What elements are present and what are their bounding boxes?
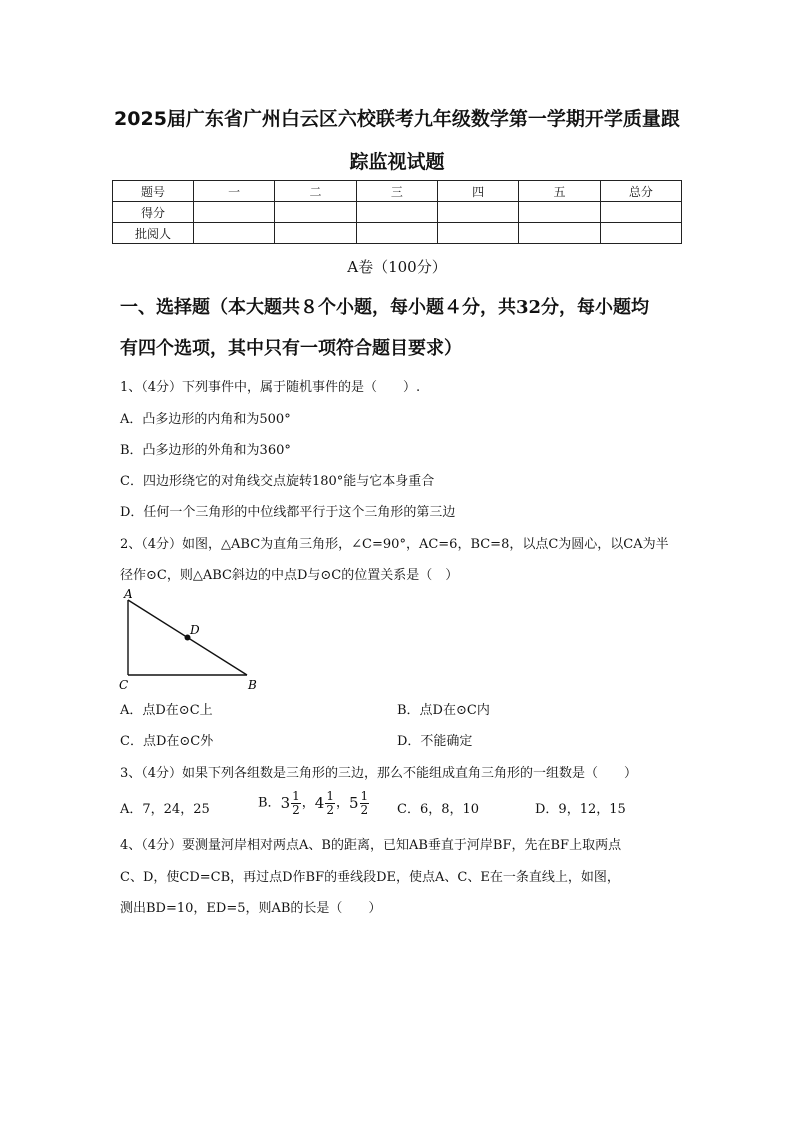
q2-stem-line-1: 2、（4分）如图，△ABC为直角三角形，∠C=90°，AC=6，BC=8，以点C为圆心，以CA为半	[120, 537, 669, 552]
label-a: A	[124, 587, 133, 601]
score-row-label: 得分	[113, 202, 194, 223]
score-header-cell: 总分	[600, 181, 681, 202]
exam-title-line-1: 2025届广东省广州白云区六校联考九年级数学第一学期开学质量跟	[114, 108, 680, 130]
score-header-cell: 二	[275, 181, 356, 202]
q3-option-c: C．6，8，10	[397, 802, 480, 817]
q3-option-b-label: B．	[258, 795, 281, 811]
score-cell[interactable]	[275, 202, 356, 223]
q1-stem: 1、（4分）下列事件中，属于随机事件的是（ ）.	[120, 380, 421, 395]
q1-option-b: B．凸多边形的外角和为360°	[120, 443, 291, 458]
score-cell[interactable]	[356, 202, 437, 223]
score-cell[interactable]	[356, 223, 437, 244]
fraction-numerator: 1	[292, 788, 300, 803]
score-row-label: 批阅人	[113, 223, 194, 244]
q3-option-a: A．7，24，25	[120, 802, 210, 817]
q1-option-d: D．任何一个三角形的中位线都平行于这个三角形的第三边	[120, 505, 456, 520]
label-c: C	[119, 678, 129, 692]
score-cell[interactable]	[519, 202, 600, 223]
fraction-numerator: 1	[326, 788, 334, 803]
q3-option-d: D．9，12，15	[535, 802, 626, 817]
mixed-number-whole: 5	[348, 794, 359, 812]
score-cell[interactable]	[600, 223, 681, 244]
score-table-row	[113, 223, 682, 244]
section-a-heading: A卷（100分）	[347, 258, 447, 276]
q2-option-c: C．点D在⊙C外	[120, 734, 214, 749]
separator: ，	[335, 795, 349, 811]
part1-title-line-1: 一、选择题（本大题共８个小题，每小题４分，共32分，每小题均	[120, 297, 650, 318]
score-cell[interactable]	[519, 223, 600, 244]
separator: ，	[301, 795, 315, 811]
score-header-cell: 四	[437, 181, 518, 202]
mixed-number-whole: 3	[280, 794, 291, 812]
q4-stem-line-3: 测出BD=10，ED=5，则AB的长是（ ）	[120, 901, 382, 916]
score-table-header-row	[113, 181, 682, 202]
q1-option-c: C．四边形绕它的对角线交点旋转180°能与它本身重合	[120, 474, 435, 489]
q1-option-a: A．凸多边形的内角和为500°	[120, 412, 291, 427]
score-header-cell: 题号	[113, 181, 194, 202]
score-cell[interactable]	[437, 223, 518, 244]
q2-option-d: D．不能确定	[397, 734, 473, 749]
q3-stem: 3、（4分）如果下列各组数是三角形的三边，那么不能组成直角三角形的一组数是（ ）	[120, 766, 638, 781]
score-cell[interactable]	[600, 202, 681, 223]
score-table-row	[113, 202, 682, 223]
score-cell[interactable]	[275, 223, 356, 244]
right-triangle-figure	[115, 586, 275, 694]
fraction-denominator: 2	[360, 802, 369, 817]
score-header-cell: 三	[356, 181, 437, 202]
q4-stem-line-2: C、D，使CD=CB，再过点D作BF的垂线段DE，使点A、C、E在一条直线上，如图，	[120, 870, 620, 885]
label-d: D	[190, 623, 200, 637]
part1-title-line-2: 有四个选项，其中只有一项符合题目要求）	[120, 338, 462, 359]
score-header-cell: 五	[519, 181, 600, 202]
q2-option-a: A．点D在⊙C上	[120, 703, 213, 718]
score-header-cell: 一	[194, 181, 275, 202]
score-cell[interactable]	[194, 202, 275, 223]
score-cell[interactable]	[437, 202, 518, 223]
exam-title-line-2: 踪监视试题	[349, 151, 445, 173]
mixed-number-whole: 4	[314, 794, 325, 812]
score-cell[interactable]	[194, 223, 275, 244]
fraction	[325, 790, 335, 817]
fraction-denominator: 2	[326, 802, 334, 817]
q3-option-b	[258, 787, 370, 820]
label-b: B	[248, 678, 257, 692]
q2-option-b: B．点D在⊙C内	[397, 703, 490, 718]
score-table	[112, 180, 682, 244]
fraction	[291, 790, 301, 817]
fraction-denominator: 2	[292, 802, 300, 817]
q4-stem-line-1: 4、（4分）要测量河岸相对两点A、B的距离，已知AB垂直于河岸BF，先在BF上取两点	[120, 838, 622, 853]
q2-stem-line-2: 径作⊙C，则△ABC斜边的中点D与⊙C的位置关系是（ ）	[120, 568, 459, 583]
fraction	[360, 790, 370, 817]
fraction-numerator: 1	[360, 788, 369, 803]
